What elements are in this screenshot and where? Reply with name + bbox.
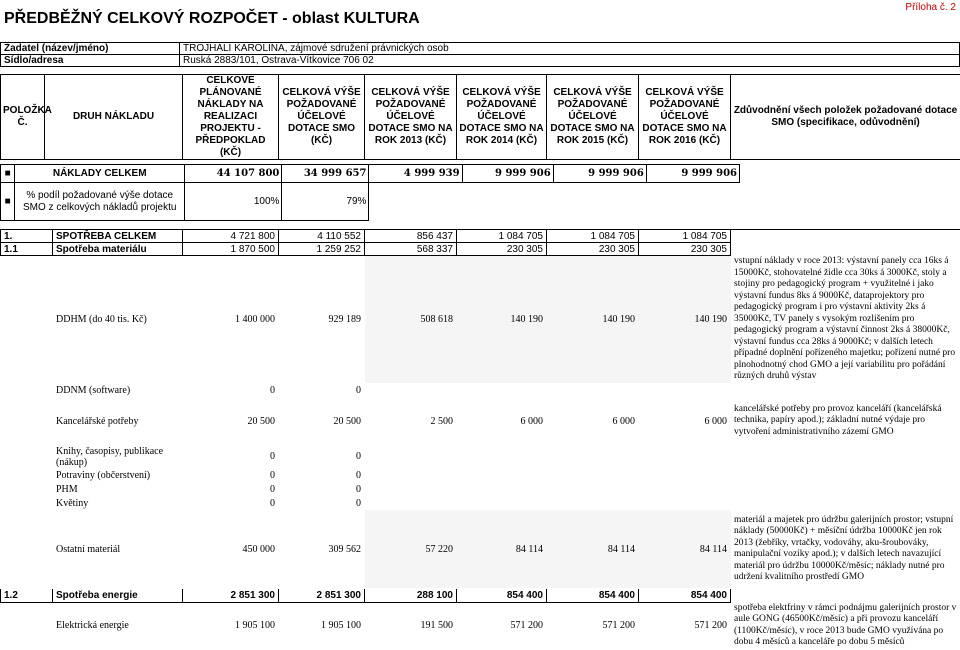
applicant-address-label: Sídlo/adresa: [1, 55, 180, 67]
row-value: 1 905 100: [279, 602, 365, 649]
row-value: 571 200: [547, 602, 639, 649]
row-value: 0: [183, 482, 279, 496]
total-costs-planned: 44 107 800: [185, 165, 282, 183]
header-subsidy-2015: CELKOVÁ VÝŠE POŽADOVANÉ ÚČELOVÉ DOTACE SMO NA ROK 2015 (KČ): [547, 75, 639, 160]
row-value: 929 189: [279, 256, 365, 384]
total-costs-2015: 9 999 906: [553, 165, 646, 183]
row-value: [457, 383, 547, 397]
row-item-no: [1, 496, 53, 510]
subsidy-share-label: % podíl požadované výše dotace SMO z celkových nákladů projektu: [15, 183, 185, 221]
total-costs-subsidy: 34 999 657: [282, 165, 369, 183]
row-value: [365, 445, 457, 468]
total-costs-2014: 9 999 906: [462, 165, 553, 183]
row-value: 571 200: [639, 602, 731, 649]
row-item-no: [1, 397, 53, 445]
row-value: 0: [279, 482, 365, 496]
row-value: 0: [279, 445, 365, 468]
bullet-icon: ■: [1, 165, 15, 183]
applicant-address-value: Ruská 2883/101, Ostrava-Vítkovice 706 02: [180, 55, 960, 67]
table-row: [1, 397, 960, 445]
row-item-no: [1, 445, 53, 468]
row-item-no: [1, 468, 53, 482]
row-value: [547, 445, 639, 468]
row-value: 856 437: [365, 230, 457, 243]
table-row: [1, 256, 960, 384]
row-item-no: [1, 602, 53, 649]
row-value: 4 721 800: [183, 230, 279, 243]
header-planned-costs: CELKOVÉ PLÁNOVANÉ NÁKLADY NA REALIZACI PROJEKTU - PŘEDPOKLAD (KČ): [183, 75, 279, 160]
row-justification: [731, 230, 960, 243]
row-value: 1 905 100: [183, 602, 279, 649]
header-justification: Zdůvodnění všech položek požadované dotace SMO (specifikace, odůvodnění): [731, 75, 960, 160]
row-value: 6 000: [639, 397, 731, 445]
row-item-no: [1, 383, 53, 397]
row-justification: [731, 482, 960, 496]
row-value: 854 400: [639, 588, 731, 602]
row-value: 854 400: [547, 588, 639, 602]
row-value: 191 500: [365, 602, 457, 649]
row-value: 450 000: [183, 510, 279, 588]
table-row: [1, 243, 960, 256]
table-row: [1, 482, 960, 496]
row-value: 854 400: [457, 588, 547, 602]
header-total-subsidy: CELKOVÁ VÝŠE POŽADOVANÉ ÚČELOVÉ DOTACE SMO (KČ): [279, 75, 365, 160]
row-value: 84 114: [547, 510, 639, 588]
row-value: 84 114: [639, 510, 731, 588]
row-value: 571 200: [457, 602, 547, 649]
row-value: [457, 496, 547, 510]
applicant-name-label: Žadatel (název/jméno): [1, 43, 180, 55]
attachment-label: Příloha č. 2: [905, 2, 956, 13]
row-value: 1 400 000: [183, 256, 279, 384]
row-value: [639, 445, 731, 468]
row-cost-name: Elektrická energie: [53, 602, 183, 649]
row-value: 508 618: [365, 256, 457, 384]
row-value: 2 500: [365, 397, 457, 445]
totals-table: [0, 164, 740, 221]
row-item-no: 1.1: [1, 243, 53, 256]
row-cost-name: SPOTŘEBA CELKEM: [53, 230, 183, 243]
applicant-info: [0, 42, 960, 67]
row-value: 1 084 705: [639, 230, 731, 243]
row-cost-name: PHM: [53, 482, 183, 496]
row-value: 6 000: [547, 397, 639, 445]
row-justification: [731, 383, 960, 397]
row-value: 230 305: [457, 243, 547, 256]
row-value: [457, 468, 547, 482]
row-item-no: [1, 510, 53, 588]
table-row: [1, 468, 960, 482]
row-value: 1 870 500: [183, 243, 279, 256]
row-value: 4 110 552: [279, 230, 365, 243]
header-subsidy-2013: CELKOVÁ VÝŠE POŽADOVANÉ ÚČELOVÉ DOTACE SMO NA ROK 2013 (KČ): [365, 75, 457, 160]
header-cost-type: DRUH NÁKLADU: [45, 75, 183, 160]
total-costs-label: NÁKLADY CELKEM: [15, 165, 185, 183]
row-value: [547, 383, 639, 397]
row-value: 0: [183, 383, 279, 397]
row-value: 20 500: [183, 397, 279, 445]
subsidy-share-total: 79%: [282, 183, 369, 221]
row-value: [365, 383, 457, 397]
header-item-no: POLOŽKA Č.: [1, 75, 45, 160]
row-value: 6 000: [457, 397, 547, 445]
row-value: 20 500: [279, 397, 365, 445]
row-item-no: 1.2: [1, 588, 53, 602]
row-cost-name: DDHM (do 40 tis. Kč): [53, 256, 183, 384]
row-cost-name: Knihy, časopisy, publikace (nákup): [53, 445, 183, 468]
row-item-no: [1, 256, 53, 384]
row-value: [639, 482, 731, 496]
row-cost-name: Spotřeba energie: [53, 588, 183, 602]
row-value: [365, 468, 457, 482]
row-value: [639, 383, 731, 397]
row-value: 230 305: [639, 243, 731, 256]
row-value: 309 562: [279, 510, 365, 588]
row-value: 140 190: [547, 256, 639, 384]
page-title: PŘEDBĚŽNÝ CELKOVÝ ROZPOČET - oblast KULTURA: [4, 10, 420, 28]
row-value: [639, 496, 731, 510]
row-cost-name: Spotřeba materiálu: [53, 243, 183, 256]
table-row: [1, 230, 960, 243]
row-cost-name: Potraviny (občerstvení): [53, 468, 183, 482]
table-row: [1, 445, 960, 468]
header-subsidy-2014: CELKOVÁ VÝŠE POŽADOVANÉ ÚČELOVÉ DOTACE SMO NA ROK 2014 (KČ): [457, 75, 547, 160]
row-value: 2 851 300: [279, 588, 365, 602]
row-value: 1 084 705: [547, 230, 639, 243]
row-value: [457, 445, 547, 468]
row-value: [639, 468, 731, 482]
row-value: [547, 468, 639, 482]
row-value: 0: [183, 496, 279, 510]
bullet-icon: ■: [1, 183, 15, 221]
row-cost-name: Kancelářské potřeby: [53, 397, 183, 445]
applicant-name-value: TROJHALÍ KAROLINA, zájmové sdružení právnických osob: [180, 43, 960, 55]
row-value: 0: [279, 383, 365, 397]
row-value: 140 190: [457, 256, 547, 384]
row-value: 1 084 705: [457, 230, 547, 243]
row-value: 0: [183, 468, 279, 482]
row-item-no: [1, 482, 53, 496]
row-value: 1 259 252: [279, 243, 365, 256]
row-item-no: 1.: [1, 230, 53, 243]
row-cost-name: Květiny: [53, 496, 183, 510]
table-row: [1, 496, 960, 510]
budget-table: [0, 229, 960, 650]
row-value: 2 851 300: [183, 588, 279, 602]
table-row: [1, 383, 960, 397]
row-justification: [731, 445, 960, 468]
row-value: [547, 496, 639, 510]
table-row: [1, 602, 960, 649]
row-value: 568 337: [365, 243, 457, 256]
row-justification: [731, 243, 960, 256]
row-value: 288 100: [365, 588, 457, 602]
row-justification: vstupní náklady v roce 2013: výstavní panely cca 16ks á 15000Kč, stohovatelné židle cca 30ks á 3000Kč, stoly a stojiny pro pedagogický program + využitelné i jako výstavní fundus 8ks á 9000Kč, dataprojektory pro pedagogický program i pro výstavní aktivity 2ks á 35000Kč, TV panely s vysokým rozlišením pro pedagogický program a výstavní činnost 2ks á 38000Kč, výstavní fundus cca 28ks á 9000Kč; v dalších letech případné doplnění pořízeného majetku; pořízení nutné pro plnohodnotný chod GMO a její variabilitu pro pořádání různých druhů výstav: [731, 256, 960, 384]
row-justification: kancelářské potřeby pro provoz kanceláří (kancelářská technika, papíry apod.); základní nutné výdaje pro vytvoření administrativního zázemí GMO: [731, 397, 960, 445]
row-cost-name: DDNM (software): [53, 383, 183, 397]
row-justification: [731, 588, 960, 602]
row-value: 57 220: [365, 510, 457, 588]
row-cost-name: Ostatní materiál: [53, 510, 183, 588]
row-value: [457, 482, 547, 496]
row-value: [365, 496, 457, 510]
row-justification: [731, 468, 960, 482]
row-value: 84 114: [457, 510, 547, 588]
table-header: [0, 74, 960, 160]
total-costs-2016: 9 999 906: [646, 165, 739, 183]
table-row: [1, 588, 960, 602]
row-value: 0: [183, 445, 279, 468]
row-value: [547, 482, 639, 496]
row-value: [365, 482, 457, 496]
row-justification: spotřeba elektfriny v rámci podnájmu galerijních prostor v aule GONG (46500Kč/měsíc) a při provozu kanceláří (1100Kč/měsíc), v roce 2013 bude GMO využívána po dobu 4 měsíců a kanceláře po dobu 5 měsíců: [731, 602, 960, 649]
row-value: 0: [279, 496, 365, 510]
row-justification: materiál a majetek pro údržbu galerijních prostor; vstupní náklady (50000Kč) + měsíční údržba 10000Kč jen rok 2013 (žebříky, vrtačky, vodováhy, aku-šroubováky, manipulační vozíky apod.); v dalších letech navazující materiál pro údržbu 10000Kč/měsíc; náklady nutné pro udržení kvalitního prostředí GMO: [731, 510, 960, 588]
total-costs-2013: 4 999 939: [369, 165, 462, 183]
subsidy-share-planned: 100%: [185, 183, 282, 221]
row-value: 140 190: [639, 256, 731, 384]
header-subsidy-2016: CELKOVÁ VÝŠE POŽADOVANÉ ÚČELOVÉ DOTACE SMO NA ROK 2016 (KČ): [639, 75, 731, 160]
row-justification: [731, 496, 960, 510]
row-value: 0: [279, 468, 365, 482]
row-value: 230 305: [547, 243, 639, 256]
table-row: [1, 510, 960, 588]
